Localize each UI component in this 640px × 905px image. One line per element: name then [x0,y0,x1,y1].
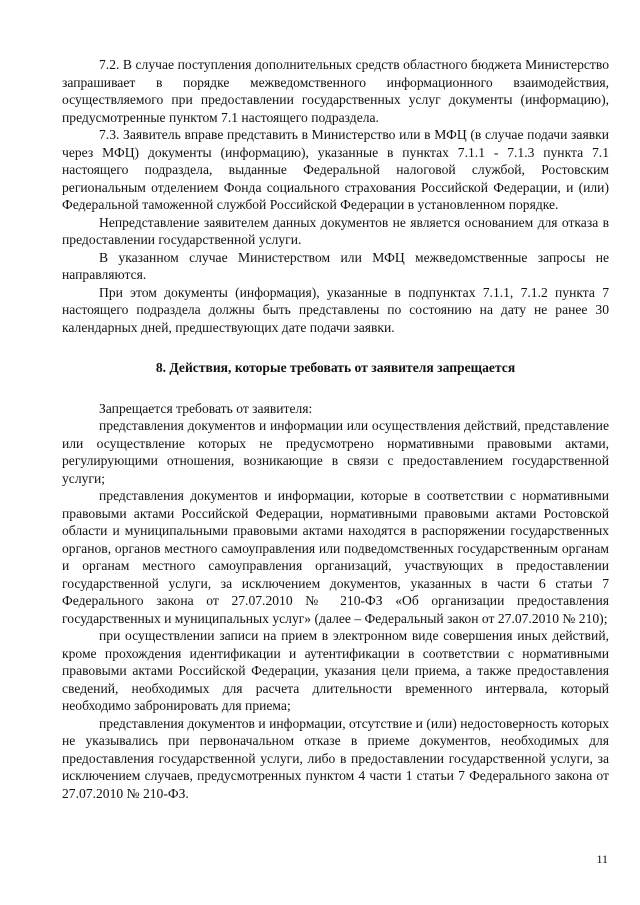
prohibition-item-1: представления документов и информации или осуществления действий, представление или осуществление которых не предусмотрено нормативными правовыми актами, регулирующими отношения, возникающие в связи с предоставлением государственной услуги; [62,418,609,486]
section-8-heading: 8. Действия, которые требовать от заявителя запрещается [155,360,516,375]
paragraph-date-requirement: При этом документы (информация), указанные в подпунктах 7.1.1, 7.1.2 пункта 7 настоящего подраздела должны быть представлены по состоянию на дату не ранее 30 календарных дней, предшествующих дате подачи заявки. [62,284,609,335]
paragraph-7-3: 7.3. Заявитель вправе представить в Министерство или в МФЦ (в случае подачи заявки через МФЦ) документы (информацию), указанные в пунктах 7.1.1 - 7.1.3 пункта 7.1 настоящего подраздела, выданные Федеральной налоговой службой, Ростовским региональным отделением Фонда социального страхования Российской Федерации, и (или) Федеральной таможенной службой Российской Федерации в установленном порядке. [62,127,609,212]
prohibition-item-3: при осуществлении записи на прием в электронном виде совершения иных действий, кроме прохождения идентификации и аутентификации в соответствии с нормативными правовыми актами Российской Федерации, указания цели приема, а также предоставления сведений, необходимых для расчета длительности временного интервала, который необходимо забронировать для приема; [62,628,609,713]
page-number: 11 [596,852,608,866]
section-8-intro: Запрещается требовать от заявителя: [99,400,313,416]
paragraph-no-requests: В указанном случае Министерством или МФЦ межведомственные запросы не направляются. [62,249,609,282]
prohibition-item-4: представления документов и информации, отсутствие и (или) недостоверность которых не указывались при первоначальном отказе в приеме документов, необходимых для предоставления государственной услуги, либо в предоставлении государственной услуги, за исключением случаев, предусмотренных пунктом 4 части 1 статьи 7 Федерального закона от 27.07.2010 № 210-ФЗ. [62,715,609,801]
document-page [62,56,609,802]
paragraph-7-2: 7.2. В случае поступления дополнительных средств областного бюджета Министерство запрашивает в порядке межведомственного информационного взаимодействия, осуществляемого при предоставлении государственных услуг документы (информацию), предусмотренные пунктом 7.1 настоящего подраздела. [62,57,609,125]
prohibition-item-2: представления документов и информации, которые в соответствии с нормативными правовыми актами Российской Федерации, нормативными правовыми актами Ростовской области и муниципальными правовыми актами находятся в распоряжении государственных органов, органов местного самоуправления или подведомственных государственным органам и органам местного самоуправления организаций, участвующих в предоставлении государственной услуги, за исключением документов, указанных в части 6 статьи 7 Федерального закона от 27.07.2010 № 210-ФЗ «Об организации предоставления государственных и муниципальных услуг» (далее – Федеральный закон от 27.07.2010 № 210); [62,488,609,626]
paragraph-nonsubmission: Непредставление заявителем данных документов не является основанием для отказа в предоставлении государственной услуги. [62,214,609,247]
